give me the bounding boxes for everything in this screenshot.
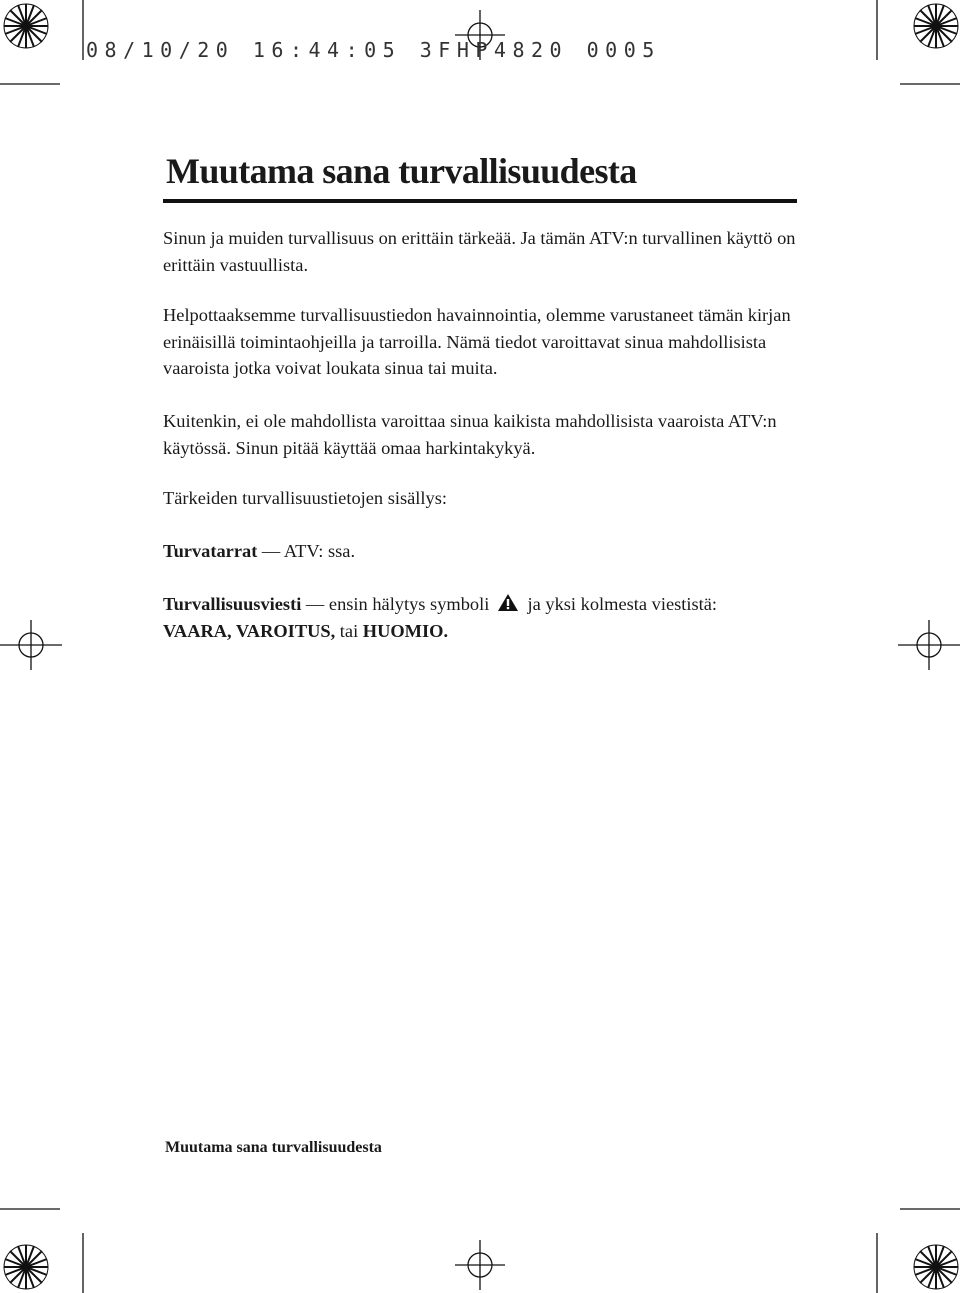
warning-triangle-icon: [497, 593, 519, 612]
title-underline: [163, 199, 797, 203]
print-job-stamp: 08/10/20 16:44:05 3FHP4820 0005: [86, 38, 661, 62]
safety-message-desc-b: ja yksi kolmesta viestistä:: [522, 594, 718, 614]
footer-section-title: Muutama sana turvallisuudesta: [165, 1139, 382, 1156]
safety-message-desc-a: — ensin hälytys symboli: [301, 594, 494, 614]
page-title: Muutama sana turvallisuudesta: [166, 151, 637, 191]
signal-or: tai: [335, 620, 363, 641]
safety-labels-term: Turvatarrat: [163, 541, 258, 561]
safety-labels-item: [163, 538, 803, 565]
contents-heading: Tärkeiden turvallisuustietojen sisällys:: [163, 488, 447, 508]
labels-paragraph: Helpottaaksemme turvallisuustiedon havainnointia, olemme varustaneet tämän kirjan erinäisillä toimintaohjeilla ja tarroilla. Nämä tiedot varoittavat sinua mahdollisista vaaroista jotka voivat loukata sinua tai muita.: [163, 305, 791, 379]
safety-message-term: Turvallisuusviesti: [163, 594, 302, 614]
signal-words: VAARA, VAROITUS,: [163, 620, 336, 641]
judgement-paragraph: Kuitenkin, ei ole mahdollista varoittaa sinua kaikista mahdollisista vaaroista ATV:n käytössä. Sinun pitää käyttää omaa harkintakykyä.: [163, 411, 777, 458]
safety-message-item: [163, 591, 803, 644]
safety-labels-desc: — ATV: ssa.: [257, 541, 356, 561]
intro-paragraph: Sinun ja muiden turvallisuus on erittäin tärkeää. Ja tämän ATV:n turvallinen käyttö on erittäin vastuullista.: [163, 228, 796, 275]
signal-last: HUOMIO.: [362, 620, 449, 641]
